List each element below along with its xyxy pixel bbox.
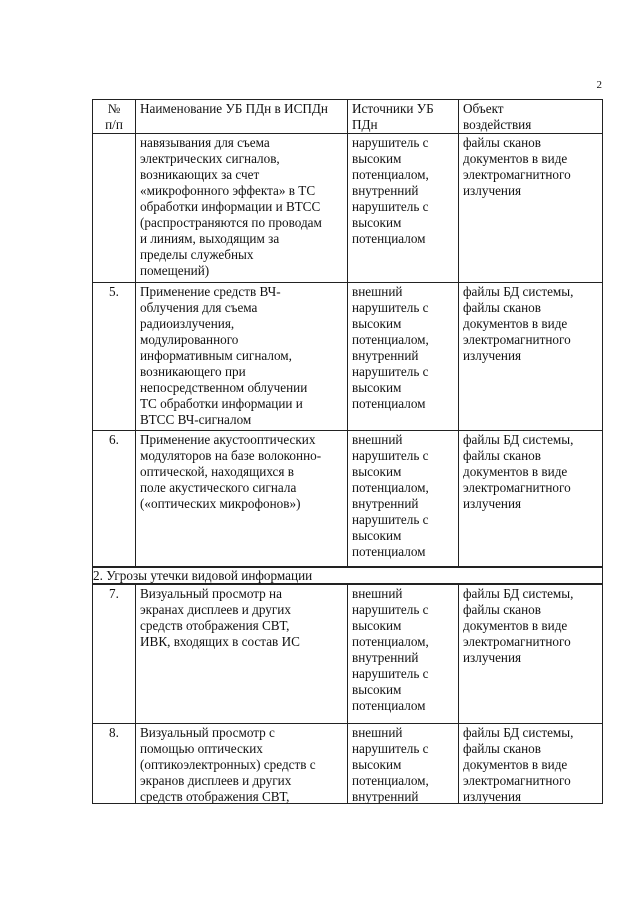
table-row bbox=[93, 584, 603, 724]
header-number: № п/п bbox=[93, 100, 136, 134]
threat-source-text: внешний нарушитель с высоким потенциалом, внутренний нарушитель с высоким потенциалом bbox=[352, 432, 429, 559]
target-object bbox=[459, 724, 603, 804]
page-number: 2 bbox=[596, 79, 602, 91]
row-number bbox=[93, 431, 136, 568]
target-object-text: файлы БД системы, файлы сканов документов в виде электромагнитного излучения bbox=[463, 432, 574, 511]
table-row bbox=[93, 283, 603, 431]
table-row bbox=[93, 134, 603, 283]
threat-name bbox=[136, 431, 348, 568]
target-object bbox=[459, 431, 603, 568]
table-header-row bbox=[93, 100, 603, 134]
section-title: 2. Угрозы утечки видовой информации bbox=[93, 567, 603, 584]
threat-name bbox=[136, 584, 348, 724]
threat-source: внешний нарушитель с высоким потенциалом, внутренний нарушитель с высоким потенциалом bbox=[348, 283, 459, 431]
threat-source-text: внешний нарушитель с высоким потенциалом, внутренний нарушитель с высоким потенциалом bbox=[352, 586, 429, 713]
row-number: 5. bbox=[93, 283, 136, 431]
row-number bbox=[93, 584, 136, 724]
row-number bbox=[93, 724, 136, 804]
header-target-object: Объект воздействия bbox=[459, 100, 603, 134]
row-number bbox=[93, 134, 136, 283]
threats-table bbox=[92, 99, 603, 804]
table-row bbox=[93, 724, 603, 804]
header-threat-source: Источники УБ ПДн bbox=[348, 100, 459, 134]
threat-name: навязывания для съема электрических сигналов, возникающих за счет «микрофонного эффекта» в ТС обработки информации и ВТСС (распространяются по проводам и линиям, выходящим за пределы служебных помещений) bbox=[136, 134, 348, 283]
threat-name bbox=[136, 724, 348, 804]
row-number-text: 8. bbox=[109, 725, 119, 740]
header-threat-name: Наименование УБ ПДн в ИСПДн bbox=[136, 100, 348, 134]
target-object bbox=[459, 584, 603, 724]
threat-source bbox=[348, 431, 459, 568]
threat-name-text: Визуальный просмотр на экранах дисплеев и других средств отображения СВТ, ИВК, входящих в состав ИС bbox=[140, 586, 300, 649]
target-object-text: файлы БД системы, файлы сканов документов в виде электромагнитного излучения bbox=[463, 586, 574, 665]
row-number-text: 6. bbox=[109, 432, 119, 447]
threat-name: Применение средств ВЧ- облучения для съема радиоизлучения, модулированного информативным сигналом, возникающего при непосредственном облучении ТС обработки информации и ВТСС ВЧ-сигналом bbox=[136, 283, 348, 431]
threat-name-text: Применение акустооптических модуляторов на базе волоконно- оптической, находящихся в поле акустического сигнала («оптических микрофонов») bbox=[140, 432, 322, 511]
section-row bbox=[93, 567, 603, 584]
threat-source: нарушитель с высоким потенциалом, внутренний нарушитель с высоким потенциалом bbox=[348, 134, 459, 283]
threat-name-text: Визуальный просмотр с помощью оптических (оптикоэлектронных) средств с экранов дисплеев и других средств отображения СВТ, bbox=[140, 725, 316, 803]
threat-source bbox=[348, 724, 459, 804]
target-object: файлы сканов документов в виде электромагнитного излучения bbox=[459, 134, 603, 283]
threat-source bbox=[348, 584, 459, 724]
row-number-text: 7. bbox=[109, 586, 119, 601]
target-object: файлы БД системы, файлы сканов документов в виде электромагнитного излучения bbox=[459, 283, 603, 431]
threat-source-text: внешний нарушитель с высоким потенциалом, внутренний bbox=[352, 725, 429, 803]
target-object-text: файлы БД системы, файлы сканов документов в виде электромагнитного излучения bbox=[463, 725, 574, 803]
table-row bbox=[93, 431, 603, 568]
